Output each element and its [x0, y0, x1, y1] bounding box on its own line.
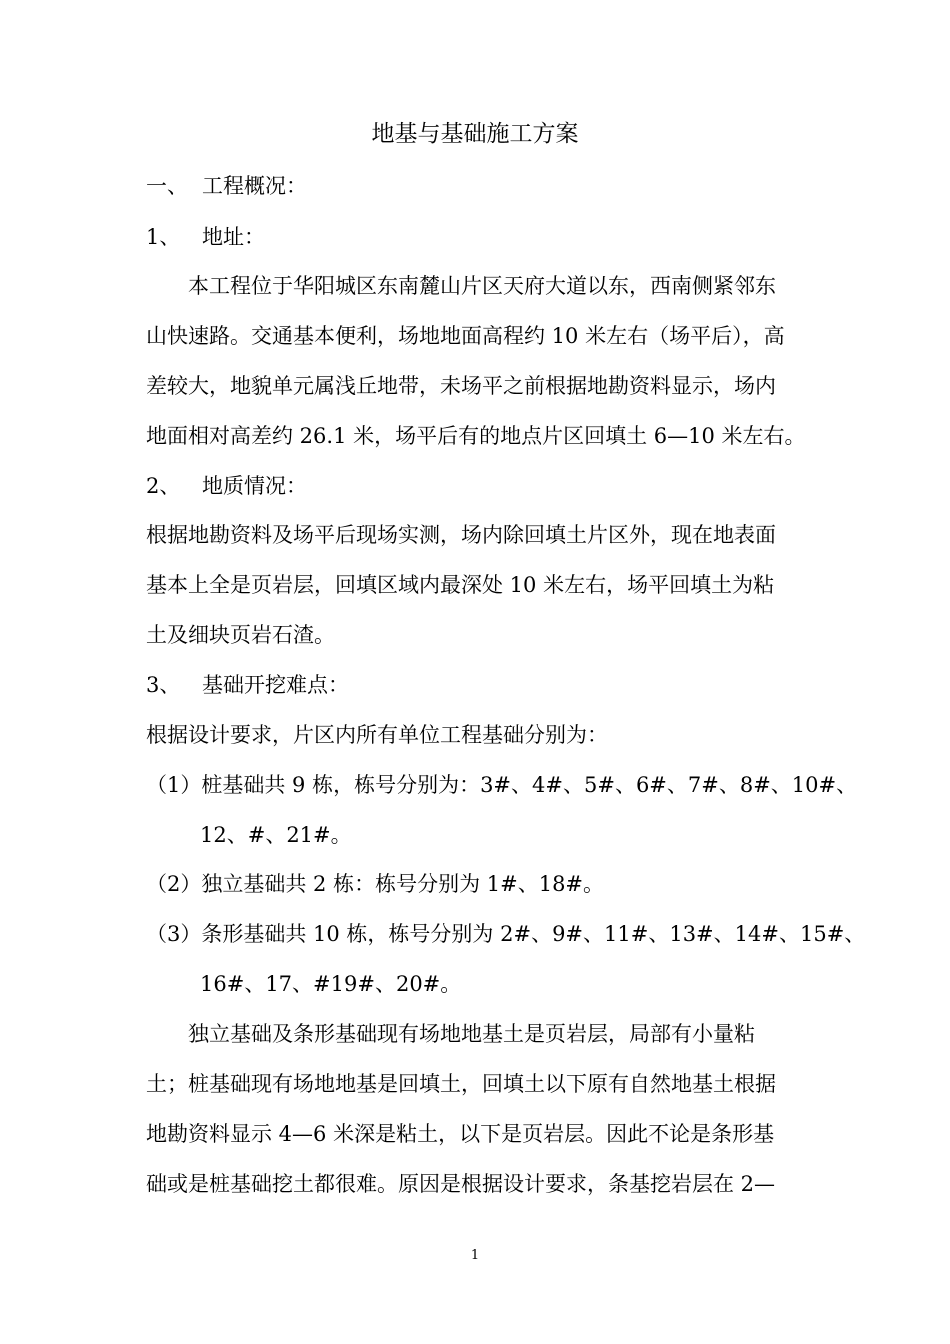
section-number: 1、 [146, 225, 181, 249]
paragraph-line: 地勘资料显示 4—6 米深是粘土，以下是页岩层。因此不论是条形基 [146, 1122, 775, 1146]
paragraph-line: 地面相对高差约 26.1 米，场平后有的地点片区回填土 6—10 米左右。 [146, 424, 806, 448]
list-item-continuation: 16#、17、#19#、20#。 [200, 972, 462, 996]
document-title: 地基与基础施工方案 [371, 121, 579, 147]
paragraph-line: 根据设计要求，片区内所有单位工程基础分别为： [146, 723, 608, 747]
list-item: （1）桩基础共 9 栋，栋号分别为：3#、4#、5#、6#、7#、8#、10#、 [146, 773, 858, 797]
paragraph-line: 根据地勘资料及场平后现场实测，场内除回填土片区外，现在地表面 [146, 523, 776, 547]
section-number: 3、 [146, 673, 181, 697]
section-label: 地质情况： [202, 474, 307, 498]
section-heading-difficulty [146, 667, 349, 703]
paragraph-line: 差较大，地貌单元属浅丘地带，未场平之前根据地勘资料显示，场内 [146, 374, 776, 398]
paragraph-line: 山快速路。交通基本便利，场地地面高程约 10 米左右（场平后），高 [146, 324, 785, 348]
section-heading-address [146, 219, 265, 255]
paragraph-line: 础或是桩基础挖土都很难。原因是根据设计要求，条基挖岩层在 2— [146, 1172, 776, 1196]
section-label: 地址： [202, 225, 265, 249]
section-heading-overview [146, 168, 307, 204]
section-label: 工程概况： [202, 174, 307, 198]
section-number: 一、 [146, 174, 188, 198]
list-item: （3）条形基础共 10 栋，栋号分别为 2#、9#、11#、13#、14#、15#、 [146, 922, 866, 946]
paragraph-line: 本工程位于华阳城区东南麓山片区天府大道以东，西南侧紧邻东 [188, 274, 776, 298]
page-number: 1 [470, 1248, 480, 1263]
paragraph-line: 土及细块页岩石渣。 [146, 623, 335, 647]
section-heading-geology [146, 468, 307, 504]
paragraph-line: 基本上全是页岩层，回填区域内最深处 10 米左右，场平回填土为粘 [146, 573, 775, 597]
paragraph-line: 土；桩基础现有场地地基是回填土，回填土以下原有自然地基土根据 [146, 1072, 776, 1096]
section-number: 2、 [146, 474, 181, 498]
paragraph-line: 独立基础及条形基础现有场地地基土是页岩层，局部有小量粘 [188, 1022, 755, 1046]
list-item: （2）独立基础共 2 栋：栋号分别为 1#、18#。 [146, 872, 605, 896]
list-item-continuation: 12、#、21#。 [200, 823, 352, 847]
section-label: 基础开挖难点： [202, 673, 349, 697]
